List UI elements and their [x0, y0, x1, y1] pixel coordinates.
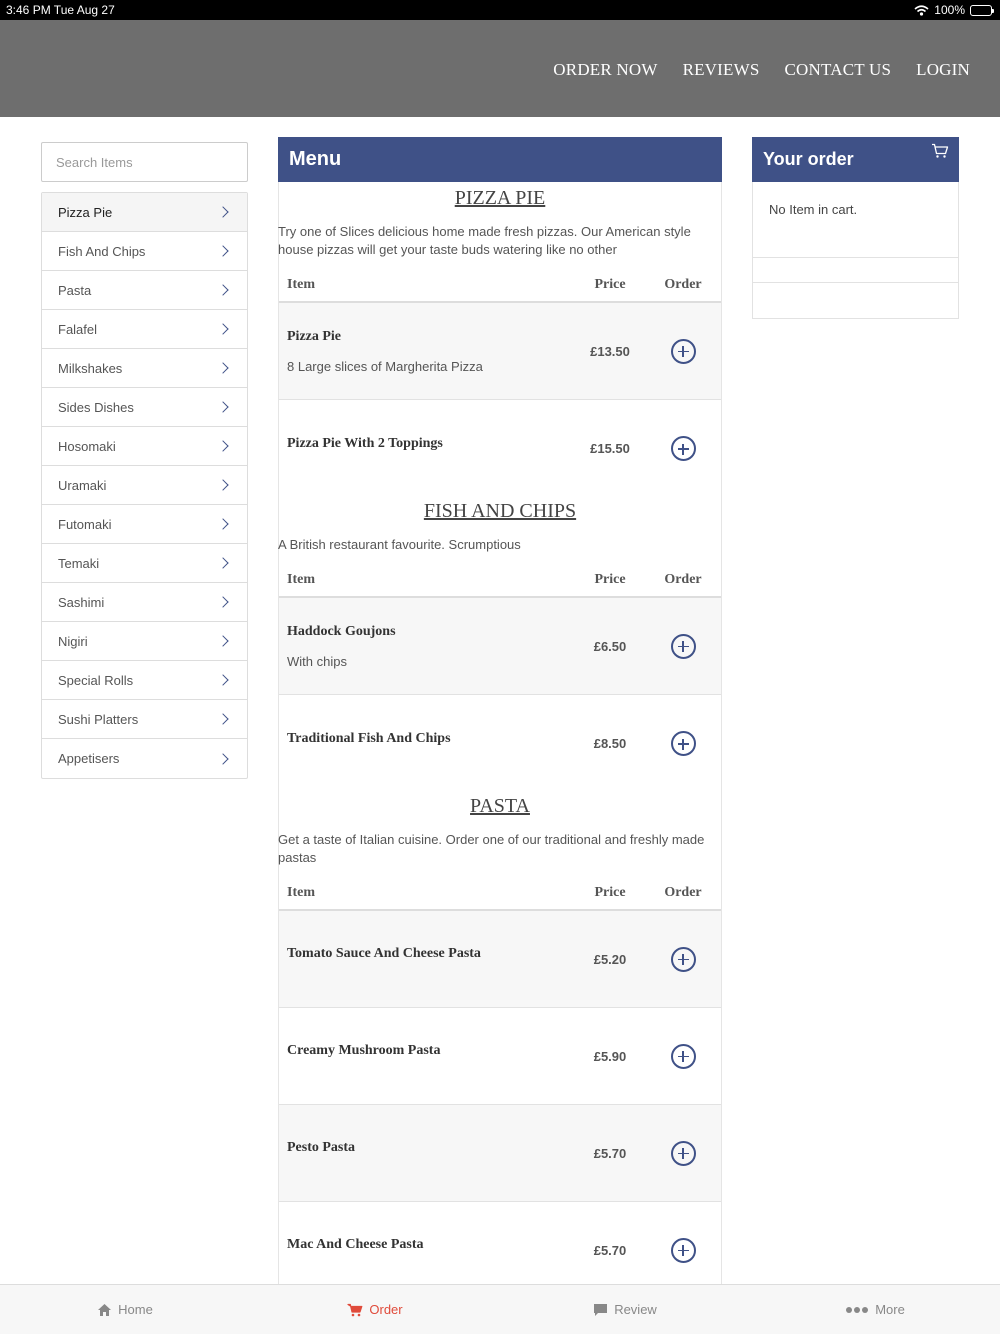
- more-icon: [845, 1306, 869, 1314]
- section-title: FISH AND CHIPS: [423, 500, 577, 522]
- category-item-nigiri[interactable]: [42, 622, 247, 661]
- category-item-appetisers[interactable]: [42, 739, 247, 778]
- order-title: Your order: [763, 149, 854, 169]
- chevron-right-icon: [217, 440, 228, 451]
- add-item-button[interactable]: [671, 1044, 696, 1069]
- header-item: Item: [287, 885, 315, 900]
- item-name: Creamy Mushroom Pasta: [287, 1043, 441, 1058]
- bottom-tab-bar: [0, 1284, 1000, 1334]
- cart-icon: [347, 1303, 363, 1317]
- add-item-button[interactable]: [671, 1141, 696, 1166]
- category-item-falafel[interactable]: [42, 310, 247, 349]
- add-item-button[interactable]: [671, 436, 696, 461]
- chevron-right-icon: [217, 674, 228, 685]
- chevron-right-icon: [217, 753, 228, 764]
- add-item-button[interactable]: [671, 634, 696, 659]
- status-time: 3:46 PM Tue Aug 27: [6, 3, 115, 17]
- order-cell: [645, 731, 721, 756]
- chevron-right-icon: [217, 713, 228, 724]
- category-item-futomaki[interactable]: [42, 505, 247, 544]
- tab-more[interactable]: [750, 1285, 1000, 1334]
- category-item-temaki[interactable]: [42, 544, 247, 583]
- item-name: Pizza Pie With 2 Toppings: [287, 435, 443, 451]
- status-bar: [0, 0, 1000, 20]
- item-price: £5.20: [593, 951, 627, 967]
- order-line: [753, 258, 958, 283]
- category-item-special-rolls[interactable]: [42, 661, 247, 700]
- add-item-button[interactable]: [671, 1238, 696, 1263]
- item-name: Haddock Goujons: [287, 623, 396, 639]
- category-item-sushi-platters[interactable]: [42, 700, 247, 739]
- category-item-milkshakes[interactable]: [42, 349, 247, 388]
- add-item-button[interactable]: [671, 947, 696, 972]
- item-info: [279, 1043, 575, 1059]
- nav-login[interactable]: LOGIN: [916, 60, 970, 79]
- add-item-button[interactable]: [671, 731, 696, 756]
- item-info: [279, 436, 575, 452]
- nav-reviews[interactable]: REVIEWS: [682, 60, 760, 79]
- item-name: Traditional Fish And Chips: [287, 730, 451, 746]
- tab-label: Home: [118, 1302, 153, 1317]
- order-cell: [645, 947, 721, 972]
- category-label: Pizza Pie: [58, 204, 113, 220]
- menu-item-row: [279, 1008, 721, 1105]
- menu-item-row: [279, 400, 721, 497]
- section-description: Get a taste of Italian cuisine. Order one of our traditional and freshly made pastas: [278, 832, 705, 865]
- category-list: [41, 192, 248, 779]
- chevron-right-icon: [217, 401, 228, 412]
- category-label: Futomaki: [58, 516, 112, 532]
- item-name: Tomato Sauce And Cheese Pasta: [287, 946, 481, 961]
- category-label: Temaki: [58, 555, 100, 571]
- item-description: With chips: [287, 653, 347, 669]
- chevron-right-icon: [217, 284, 228, 295]
- order-panel: [752, 137, 959, 319]
- category-item-sides-dishes[interactable]: [42, 388, 247, 427]
- chevron-right-icon: [217, 635, 228, 646]
- order-cell: [645, 1044, 721, 1069]
- order-cell: [645, 1238, 721, 1263]
- main-nav: [553, 60, 970, 80]
- item-name: Mac And Cheese Pasta: [287, 1237, 424, 1252]
- category-label: Sushi Platters: [58, 711, 139, 727]
- chevron-right-icon: [217, 206, 228, 217]
- tab-label: More: [875, 1302, 905, 1317]
- item-price: £5.70: [593, 1242, 627, 1258]
- item-info: [279, 1140, 575, 1156]
- item-info: [279, 1237, 575, 1253]
- item-description: 8 Large slices of Margherita Pizza: [287, 358, 483, 374]
- tab-label: Order: [369, 1302, 403, 1317]
- category-label: Special Rolls: [58, 672, 134, 688]
- header-item: Item: [287, 277, 315, 292]
- category-item-hosomaki[interactable]: [42, 427, 247, 466]
- chevron-right-icon: [217, 596, 228, 607]
- section-description: Try one of Slices delicious home made fresh pizzas. Our American style house pizzas will get your taste buds watering like no other: [278, 224, 691, 257]
- chevron-right-icon: [217, 362, 228, 373]
- chat-icon: [593, 1303, 608, 1317]
- site-header: [0, 20, 1000, 117]
- nav-contact-us[interactable]: CONTACT US: [784, 60, 892, 79]
- item-info: [279, 731, 575, 747]
- item-price: £15.50: [590, 441, 630, 456]
- nav-order-now[interactable]: ORDER NOW: [553, 60, 658, 79]
- menu-item-row: [279, 911, 721, 1008]
- category-label: Falafel: [58, 321, 98, 337]
- category-label: Pasta: [58, 282, 92, 298]
- order-cell: [645, 436, 721, 461]
- tab-home[interactable]: [0, 1285, 250, 1334]
- item-price: £5.70: [593, 1145, 627, 1161]
- category-item-pizza-pie[interactable]: [42, 193, 247, 232]
- section-description: A British restaurant favourite. Scrumptious: [278, 537, 521, 552]
- order-cell: [645, 339, 721, 364]
- menu-item-row: [279, 598, 721, 695]
- menu-item-row: [279, 1105, 721, 1202]
- tab-order[interactable]: [250, 1285, 500, 1334]
- order-cell: [645, 1141, 721, 1166]
- item-name: Pesto Pasta: [287, 1140, 356, 1155]
- header-order: Order: [664, 277, 702, 292]
- item-info: [279, 624, 575, 669]
- section-title: PIZZA PIE: [454, 187, 546, 209]
- category-label: Sides Dishes: [58, 399, 134, 415]
- header-price: Price: [594, 572, 626, 587]
- menu-panel: [278, 137, 722, 1284]
- status-right: [914, 3, 992, 17]
- header-price: Price: [594, 277, 626, 292]
- order-header: [752, 137, 959, 182]
- category-item-fish-and-chips[interactable]: [42, 232, 247, 271]
- item-info: [279, 946, 575, 962]
- battery-icon: [970, 5, 992, 16]
- chevron-right-icon: [217, 245, 228, 256]
- order-box: [752, 182, 959, 319]
- category-item-pasta[interactable]: [42, 271, 247, 310]
- order-cell: [645, 634, 721, 659]
- chevron-right-icon: [217, 479, 228, 490]
- table-header: [279, 564, 721, 598]
- category-label: Appetisers: [58, 751, 120, 766]
- table-header: [279, 269, 721, 303]
- order-line: [753, 283, 958, 318]
- item-info: [279, 329, 575, 374]
- chevron-right-icon: [217, 323, 228, 334]
- tab-review[interactable]: [500, 1285, 750, 1334]
- battery-percent: 100%: [934, 3, 965, 17]
- category-item-sashimi[interactable]: [42, 583, 247, 622]
- category-label: Sashimi: [58, 594, 105, 610]
- home-icon: [97, 1303, 112, 1317]
- wifi-icon: [914, 5, 929, 16]
- menu-body: [278, 182, 722, 1284]
- header-order: Order: [664, 885, 702, 900]
- menu-item-row: [279, 695, 721, 792]
- menu-title: Menu: [278, 137, 722, 182]
- item-price: £8.50: [593, 736, 627, 751]
- item-price: £13.50: [590, 343, 630, 359]
- menu-item-row: [279, 303, 721, 400]
- category-label: Nigiri: [58, 633, 88, 649]
- category-label: Hosomaki: [58, 438, 116, 454]
- chevron-right-icon: [217, 518, 228, 529]
- header-order: Order: [664, 572, 702, 587]
- table-header: [279, 877, 721, 911]
- chevron-right-icon: [217, 557, 228, 568]
- item-price: £5.90: [593, 1048, 627, 1064]
- section-title: PASTA: [470, 795, 530, 817]
- header-price: Price: [594, 885, 626, 900]
- add-item-button[interactable]: [671, 339, 696, 364]
- cart-icon[interactable]: [931, 143, 949, 159]
- item-price: £6.50: [593, 638, 627, 654]
- tab-label: Review: [614, 1302, 657, 1317]
- cart-empty-message: No Item in cart.: [753, 182, 958, 258]
- item-name: Pizza Pie: [287, 328, 342, 344]
- category-label: Uramaki: [58, 477, 107, 493]
- header-item: Item: [287, 572, 315, 587]
- category-item-uramaki[interactable]: [42, 466, 247, 505]
- category-label: Milkshakes: [58, 360, 123, 376]
- search-input[interactable]: [41, 142, 248, 182]
- menu-item-row: [279, 1202, 721, 1284]
- category-label: Fish And Chips: [58, 243, 146, 259]
